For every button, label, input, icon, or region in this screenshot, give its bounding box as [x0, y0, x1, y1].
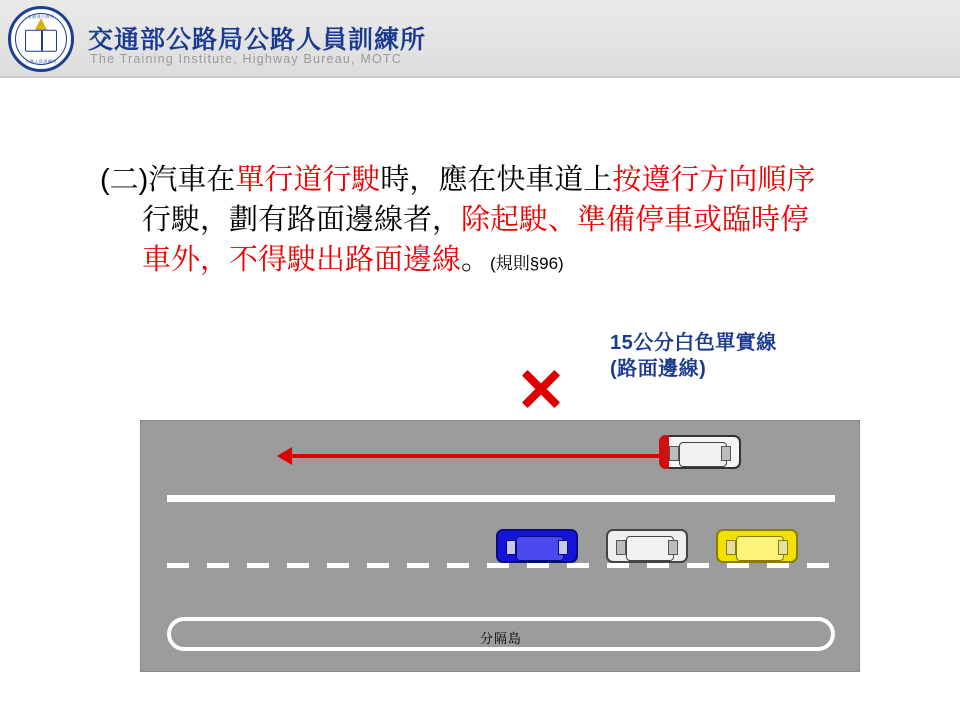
- car-window-right: [668, 540, 678, 555]
- car-window-left: [506, 540, 516, 555]
- paragraph-line2-text: 行駛，劃有路面邊線者，: [142, 204, 462, 236]
- callout-line-2: (路面邊線): [610, 358, 707, 380]
- paragraph-line3-highlight: 車外，不得駛出路面邊線: [142, 244, 462, 276]
- road-surface: [140, 420, 860, 672]
- paragraph-line1-highlight-1: 單行道行駛: [235, 164, 381, 196]
- regulation-reference: (規則§96): [490, 254, 564, 273]
- blue-car: [496, 529, 578, 563]
- logo-bottom-text: 公路人員訓練所: [25, 59, 57, 64]
- car-roof: [736, 536, 784, 561]
- car-roof: [626, 536, 674, 561]
- paragraph-line2-highlight: 除起駛、準備停車或臨時停: [461, 204, 810, 236]
- regulation-paragraph: [100, 160, 910, 284]
- car-window-left: [726, 540, 736, 555]
- divider-island: [167, 617, 835, 651]
- paragraph-line-1: [100, 160, 910, 200]
- car-window-right: [558, 540, 568, 555]
- callout-line-1: 15公分白色單實線: [610, 332, 777, 354]
- car-window-right: [721, 446, 731, 461]
- logo-torch-icon: [35, 18, 47, 30]
- road-illustration: [140, 330, 860, 680]
- grey-car: [606, 529, 688, 563]
- paragraph-line1-prefix: (二)汽車在: [100, 164, 236, 196]
- paragraph-line1-highlight-2: 按遵行方向順序: [612, 164, 816, 196]
- paragraph-line3-text: 。: [461, 244, 491, 276]
- header-subtitle: The Training Institute, Highway Bureau, MOTC: [90, 52, 402, 66]
- white-edge-line: [167, 495, 835, 502]
- car-roof: [679, 442, 727, 467]
- car-tail-light: [659, 435, 669, 469]
- logo-book-icon: [25, 30, 57, 52]
- car-window-left: [669, 446, 679, 461]
- wrong-way-car: [659, 435, 741, 469]
- yellow-car: [716, 529, 798, 563]
- x-mark-icon: [518, 365, 564, 411]
- header-title: 交通部公路局公路人員訓練所: [88, 26, 427, 54]
- car-roof: [516, 536, 564, 561]
- car-window-right: [778, 540, 788, 555]
- paragraph-line-2: [100, 200, 910, 240]
- paragraph-line1-middle: 時，應在快車道上: [380, 164, 613, 196]
- direction-arrow-icon: [291, 454, 661, 458]
- car-window-left: [616, 540, 626, 555]
- institute-logo: [8, 6, 74, 72]
- paragraph-line-3: [100, 240, 910, 284]
- logo-top-text: 交通部公路局: [27, 14, 55, 19]
- dashed-lane-line: [167, 563, 835, 568]
- page-header: [0, 0, 960, 78]
- edge-line-callout: [610, 330, 777, 382]
- divider-island-label: 分隔島: [479, 631, 522, 646]
